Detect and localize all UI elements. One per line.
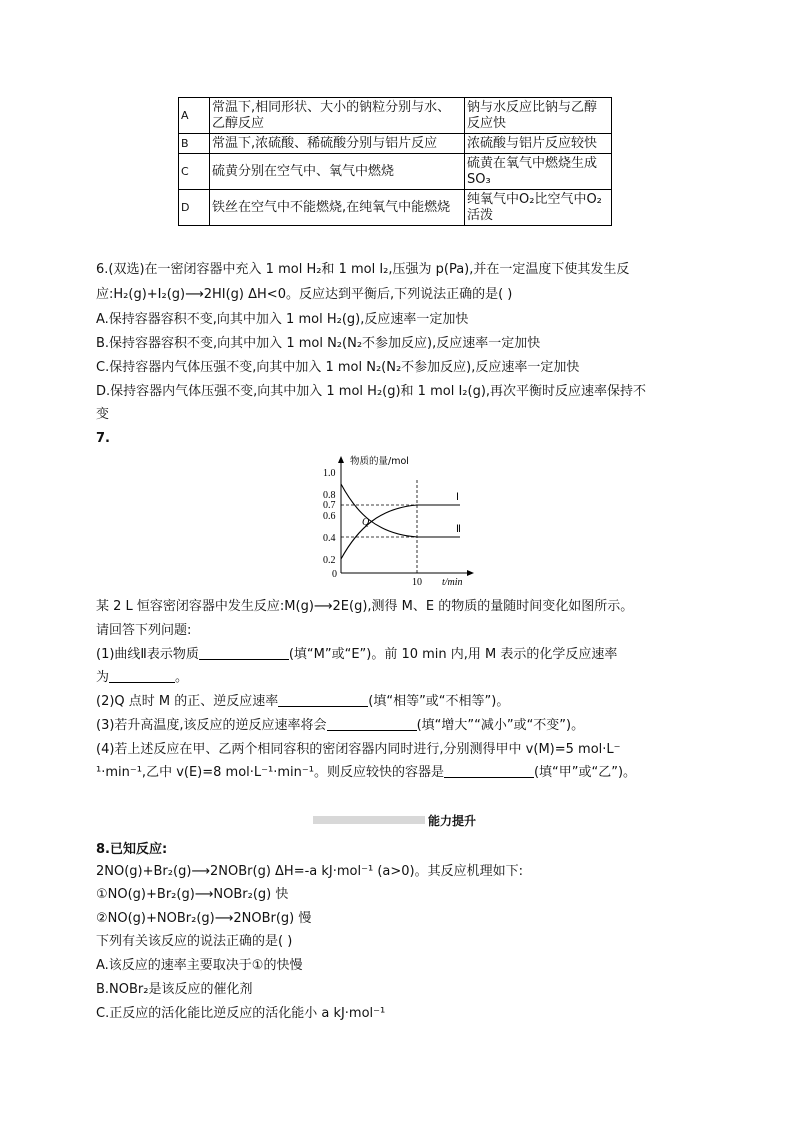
table-row — [179, 190, 612, 226]
q7-part1-blank2[interactable] — [109, 668, 175, 683]
y-axis-arrow — [338, 456, 344, 463]
q7-part1-text-a: (1)曲线Ⅱ表示物质 — [96, 647, 199, 662]
q8-stem: 8.已知反应: — [96, 842, 168, 857]
row-key: A — [179, 98, 210, 134]
row-conclusion: 纯氧气中O₂比空气中O₂活泼 — [465, 190, 612, 226]
q7-ask: 请回答下列问题: — [96, 623, 192, 638]
y-tick-label: 0.2 — [323, 555, 336, 566]
q7-part4-blank[interactable] — [444, 763, 534, 778]
point-Q-label: Q — [362, 517, 370, 528]
y-axis-label: 物质的量/mol — [350, 456, 409, 467]
row-key: B — [179, 134, 210, 154]
curve-II-label: Ⅱ — [456, 524, 461, 535]
section-title: 能力提升 — [428, 814, 477, 828]
q8-step2: ②NO(g)+NOBr₂(g)⟶2NOBr(g) 慢 — [96, 911, 312, 926]
y-tick-label: 0.7 — [323, 500, 336, 511]
q7-part1-line2 — [96, 668, 188, 687]
q7-part2-text-b: (填“相等”或“不相等”)。 — [368, 694, 510, 709]
amount-time-chart — [310, 450, 480, 590]
q7-part4-line1: (4)若上述反应在甲、乙两个相同容积的密闭容器内同时进行,分别测得甲中 v(M)=5 mol·L⁻ — [96, 742, 621, 757]
y-tick-label: 0.6 — [323, 511, 336, 522]
q7-part2-text-a: (2)Q 点时 M 的正、逆反应速率 — [96, 694, 279, 709]
q7-part1-blank1[interactable] — [199, 645, 289, 660]
y-tick-label: 0.8 — [323, 490, 336, 501]
q7-part2-blank[interactable] — [278, 692, 368, 707]
row-condition: 铁丝在空气中不能燃烧,在纯氧气中能燃烧 — [210, 190, 465, 226]
q7-intro: 某 2 L 恒容密闭容器中发生反应:M(g)⟶2E(g),测得 M、E 的物质的量随时间变化如图所示。 — [96, 599, 634, 614]
q7-part4-line2 — [96, 763, 636, 782]
q6-option-c: C.保持容器内气体压强不变,向其中加入 1 mol N₂(N₂不参加反应),反应速率一定加快 — [96, 360, 580, 375]
row-condition: 常温下,浓硫酸、稀硫酸分别与铝片反应 — [210, 134, 465, 154]
q8-option-a: A.该反应的速率主要取决于①的快慢 — [96, 958, 303, 973]
q6-option-a: A.保持容器容积不变,向其中加入 1 mol H₂(g),反应速率一定加快 — [96, 312, 469, 327]
q6-stem-line1: 6.(双选)在一密闭容器中充入 1 mol H₂和 1 mol I₂,压强为 p(Pa),并在一定温度下使其发生反 — [96, 262, 630, 277]
q7-part2 — [96, 692, 509, 711]
q7-part1-text-c: 为 — [96, 670, 110, 685]
comparison-table — [178, 97, 612, 226]
q7-part4-text-c: (填“甲”或“乙”)。 — [533, 765, 637, 780]
q8-ask: 下列有关该反应的说法正确的是( ) — [96, 934, 293, 949]
row-condition: 常温下,相同形状、大小的钠粒分别与水、乙醇反应 — [210, 98, 465, 134]
row-conclusion: 浓硫酸与铝片反应较快 — [465, 134, 612, 154]
y-tick-label: 0.4 — [323, 533, 336, 544]
q7-part3-text-b: (填“增大”“减小”或“不变”)。 — [416, 718, 585, 733]
q8-equation: 2NO(g)+Br₂(g)⟶2NOBr(g) ΔH=-a kJ·mol⁻¹ (a>0)。其反应机理如下: — [96, 864, 523, 879]
q7-part1-text-d: 。 — [175, 670, 189, 685]
q8-step1: ①NO(g)+Br₂(g)⟶NOBr₂(g) 快 — [96, 887, 289, 902]
x-axis-arrow — [467, 570, 474, 576]
section-bar — [313, 816, 425, 824]
table-row — [179, 134, 612, 154]
q7-part4-text-b: ¹·min⁻¹,乙中 v(E)=8 mol·L⁻¹·min⁻¹。则反应较快的容器是 — [96, 765, 444, 780]
q7-part1-line1 — [96, 645, 617, 664]
x-tick-label: 10 — [412, 577, 422, 588]
table-row — [179, 98, 612, 134]
row-key: C — [179, 154, 210, 190]
row-condition: 硫黄分别在空气中、氧气中燃烧 — [210, 154, 465, 190]
q7-part3-blank[interactable] — [327, 716, 417, 731]
x-axis-label: t/min — [442, 577, 463, 588]
table-row — [179, 154, 612, 190]
curve-I-label: Ⅰ — [456, 492, 459, 503]
q7-part3 — [96, 716, 584, 735]
q7-part3-text-a: (3)若升高温度,该反应的逆反应速率将会 — [96, 718, 327, 733]
q8-option-c: C.正反应的活化能比逆反应的活化能小 a kJ·mol⁻¹ — [96, 1006, 386, 1021]
row-conclusion: 硫黄在氧气中燃烧生成SO₃ — [465, 154, 612, 190]
q7-number: 7. — [96, 431, 110, 446]
origin-label: 0 — [332, 569, 337, 580]
q7-part1-text-b: (填“M”或“E”)。前 10 min 内,用 M 表示的化学反应速率 — [288, 647, 618, 662]
q6-stem-line2: 应:H₂(g)+I₂(g)⟶2HI(g) ΔH<0。反应达到平衡后,下列说法正确的是( ) — [96, 287, 513, 302]
curve-I — [341, 505, 460, 559]
y-tick-label: 1.0 — [323, 468, 336, 479]
q6-option-d-line1: D.保持容器内气体压强不变,向其中加入 1 mol H₂(g)和 1 mol I₂(g),再次平衡时反应速率保持不 — [96, 384, 647, 399]
q6-option-b: B.保持容器容积不变,向其中加入 1 mol N₂(N₂不参加反应),反应速率一定加快 — [96, 336, 541, 351]
row-conclusion: 钠与水反应比钠与乙醇反应快 — [465, 98, 612, 134]
row-key: D — [179, 190, 210, 226]
q8-option-b: B.NOBr₂是该反应的催化剂 — [96, 982, 253, 997]
q6-option-d-line2: 变 — [96, 407, 110, 422]
curve-II — [341, 484, 460, 537]
